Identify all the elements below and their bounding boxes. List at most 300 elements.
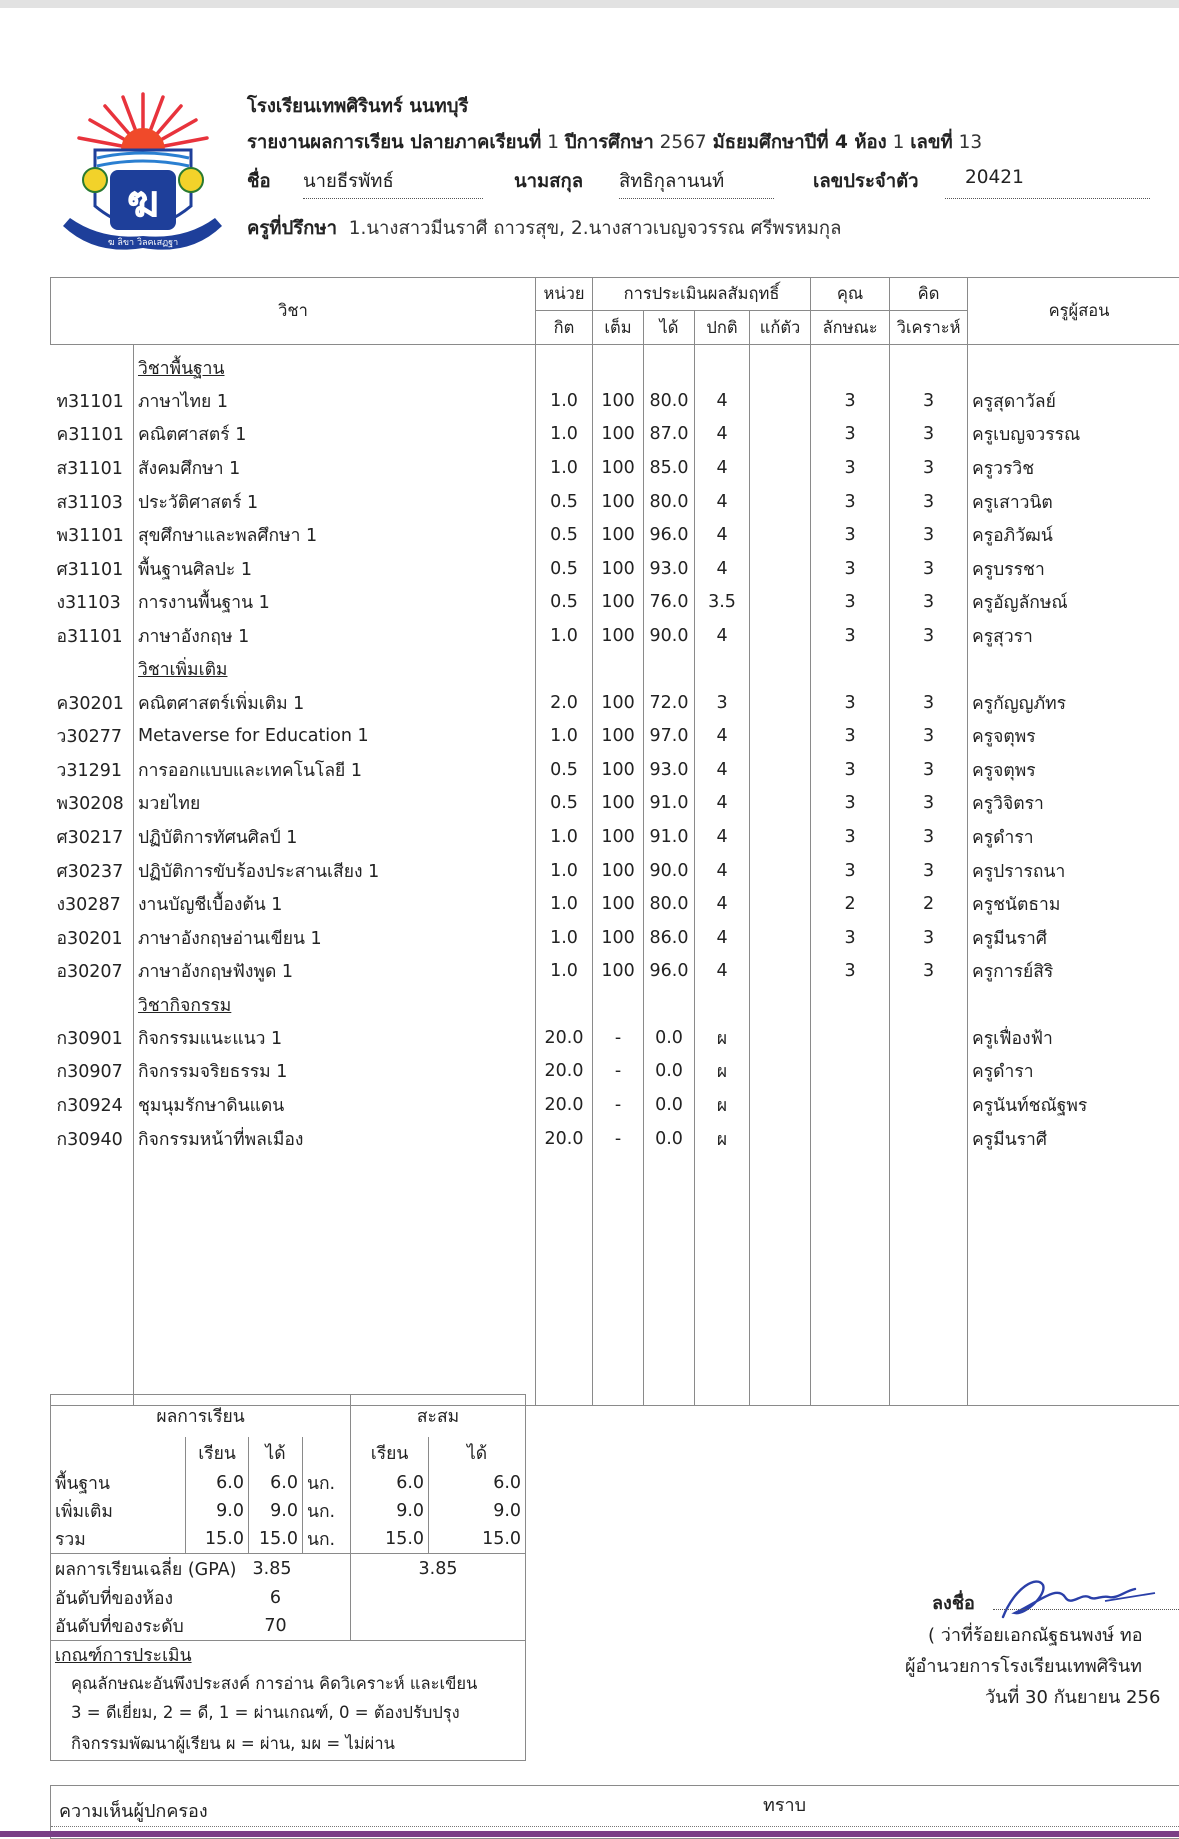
subject-normal: 4 bbox=[695, 619, 750, 653]
subject-row bbox=[51, 1088, 1179, 1122]
subject-got: 86.0 bbox=[644, 921, 695, 955]
subject-name: สุขศึกษาและพลศึกษา 1 bbox=[134, 518, 536, 552]
subject-teacher: ครูเฟื่องฟ้า bbox=[968, 1021, 1179, 1055]
subject-character: 3 bbox=[811, 921, 890, 955]
subject-fix bbox=[750, 586, 811, 620]
summary-label: รวม bbox=[51, 1525, 186, 1554]
subject-row bbox=[51, 753, 1179, 787]
subject-teacher: ครูเสาวนิต bbox=[968, 485, 1179, 519]
subject-name: ปฏิบัติการทัศนศิลป์ 1 bbox=[134, 820, 536, 854]
subject-credit: 1.0 bbox=[536, 384, 593, 418]
subject-thinking: 3 bbox=[890, 418, 968, 452]
subject-thinking: 3 bbox=[890, 619, 968, 653]
subject-character bbox=[811, 1088, 890, 1122]
subject-credit: 20.0 bbox=[536, 1021, 593, 1055]
subject-name: ภาษาอังกฤษฟังพูด 1 bbox=[134, 955, 536, 989]
subject-character: 3 bbox=[811, 719, 890, 753]
subject-code: ก30901 bbox=[51, 1021, 134, 1055]
subject-got: 72.0 bbox=[644, 686, 695, 720]
subject-name: สังคมศึกษา 1 bbox=[134, 451, 536, 485]
subject-code: ก30940 bbox=[51, 1122, 134, 1156]
summary-got: 6.0 bbox=[249, 1469, 303, 1497]
subject-thinking: 3 bbox=[890, 719, 968, 753]
subject-full: 100 bbox=[593, 887, 644, 921]
header-normal: ปกติ bbox=[695, 311, 750, 345]
subject-got: 85.0 bbox=[644, 451, 695, 485]
summary-study: 6.0 bbox=[186, 1469, 249, 1497]
subject-fix bbox=[750, 451, 811, 485]
signer-name: ( ว่าที่ร้อยเอกณัฐธนพงษ์ ทอ bbox=[928, 1620, 1143, 1649]
subject-row bbox=[51, 518, 1179, 552]
header-subject: วิชา bbox=[51, 278, 536, 345]
subject-thinking: 3 bbox=[890, 586, 968, 620]
surname-dotted-line bbox=[619, 198, 774, 199]
subject-name: ประวัติศาสตร์ 1 bbox=[134, 485, 536, 519]
principal-signature bbox=[985, 1567, 1179, 1627]
subject-credit: 1.0 bbox=[536, 820, 593, 854]
subject-name: Metaverse for Education 1 bbox=[134, 719, 536, 753]
id-dotted-line bbox=[945, 198, 1150, 199]
name-dotted-line bbox=[303, 198, 483, 199]
subject-code: พ30208 bbox=[51, 787, 134, 821]
subject-credit: 1.0 bbox=[536, 887, 593, 921]
section-title: วิชาเพิ่มเติม bbox=[134, 653, 536, 686]
subject-normal: 4 bbox=[695, 921, 750, 955]
subject-character: 3 bbox=[811, 518, 890, 552]
summary-label: พื้นฐาน bbox=[51, 1469, 186, 1497]
subject-thinking: 3 bbox=[890, 451, 968, 485]
subject-full: 100 bbox=[593, 384, 644, 418]
header-evaluation: การประเมินผลสัมฤทธิ์ bbox=[593, 278, 811, 311]
subject-code: ง30287 bbox=[51, 887, 134, 921]
subject-name: การออกแบบและเทคโนโลยี 1 bbox=[134, 753, 536, 787]
signer-position: ผู้อำนวยการโรงเรียนเทพศิรินท bbox=[905, 1651, 1142, 1680]
subject-code: ก30907 bbox=[51, 1055, 134, 1089]
summary-accum-label: สะสม bbox=[351, 1395, 526, 1438]
rank-level-label: อันดับที่ของระดับ bbox=[51, 1612, 249, 1641]
subject-character: 3 bbox=[811, 753, 890, 787]
subject-code: ว31291 bbox=[51, 753, 134, 787]
summary-acc-got: 6.0 bbox=[429, 1469, 526, 1497]
summary-acc-got-header: ได้ bbox=[429, 1437, 526, 1469]
subject-teacher: ครูสุวรา bbox=[968, 619, 1179, 653]
sign-label: ลงชื่อ bbox=[932, 1588, 975, 1617]
subject-row bbox=[51, 1122, 1179, 1156]
subject-credit: 1.0 bbox=[536, 418, 593, 452]
subject-credit: 0.5 bbox=[536, 787, 593, 821]
sign-date: วันที่ 30 กันยายน 256 bbox=[985, 1682, 1160, 1711]
subject-thinking: 3 bbox=[890, 518, 968, 552]
subject-code: ท31101 bbox=[51, 384, 134, 418]
subject-normal: 4 bbox=[695, 552, 750, 586]
subject-fix bbox=[750, 1088, 811, 1122]
subject-name: ภาษาไทย 1 bbox=[134, 384, 536, 418]
subject-row bbox=[51, 921, 1179, 955]
subject-got: 93.0 bbox=[644, 753, 695, 787]
subject-got: 96.0 bbox=[644, 518, 695, 552]
subject-thinking: 3 bbox=[890, 955, 968, 989]
subject-row bbox=[51, 686, 1179, 720]
subject-fix bbox=[750, 1055, 811, 1089]
header-character-bottom: ลักษณะ bbox=[811, 311, 890, 345]
subject-fix bbox=[750, 854, 811, 888]
summary-acc-got: 9.0 bbox=[429, 1497, 526, 1525]
subject-got: 0.0 bbox=[644, 1055, 695, 1089]
subject-name: ภาษาอังกฤษ 1 bbox=[134, 619, 536, 653]
subject-row bbox=[51, 418, 1179, 452]
subject-name: ปฏิบัติการขับร้องประสานเสียง 1 bbox=[134, 854, 536, 888]
subject-name: งานบัญชีเบื้องต้น 1 bbox=[134, 887, 536, 921]
subject-teacher: ครูการย์สิริ bbox=[968, 955, 1179, 989]
subject-full: 100 bbox=[593, 787, 644, 821]
svg-text:ฆ: ฆ bbox=[127, 176, 160, 227]
subject-full: - bbox=[593, 1055, 644, 1089]
subject-row bbox=[51, 887, 1179, 921]
subject-teacher: ครูบรรชา bbox=[968, 552, 1179, 586]
subject-thinking bbox=[890, 1122, 968, 1156]
subject-teacher: ครูสุดาวัลย์ bbox=[968, 384, 1179, 418]
subject-full: 100 bbox=[593, 586, 644, 620]
top-border bbox=[0, 0, 1179, 8]
subject-teacher: ครูมีนราศี bbox=[968, 921, 1179, 955]
subject-code: ส31103 bbox=[51, 485, 134, 519]
subject-got: 80.0 bbox=[644, 485, 695, 519]
subject-full: 100 bbox=[593, 619, 644, 653]
summary-got: 9.0 bbox=[249, 1497, 303, 1525]
bottom-border bbox=[0, 1831, 1179, 1837]
subject-name: ภาษาอังกฤษอ่านเขียน 1 bbox=[134, 921, 536, 955]
summary-acc-study: 15.0 bbox=[351, 1525, 429, 1554]
subject-credit: 1.0 bbox=[536, 854, 593, 888]
subject-code: อ31101 bbox=[51, 619, 134, 653]
subject-thinking: 3 bbox=[890, 686, 968, 720]
subject-full: 100 bbox=[593, 719, 644, 753]
subject-character: 3 bbox=[811, 552, 890, 586]
subject-normal: 4 bbox=[695, 887, 750, 921]
subject-code: อ30207 bbox=[51, 955, 134, 989]
subject-row bbox=[51, 384, 1179, 418]
header-thinking-bottom: วิเคราะห์ bbox=[890, 311, 968, 345]
subject-character: 3 bbox=[811, 854, 890, 888]
parent-acknowledged: ทราบ bbox=[763, 1790, 806, 1819]
criteria-line-3: กิจกรรมพัฒนาผู้เรียน ผ = ผ่าน, มผ = ไม่ผ่าน bbox=[51, 1727, 526, 1761]
subject-code: ว30277 bbox=[51, 719, 134, 753]
subject-name: คณิตศาสตร์ 1 bbox=[134, 418, 536, 452]
subject-code: ศ30217 bbox=[51, 820, 134, 854]
subject-name: พื้นฐานศิลปะ 1 bbox=[134, 552, 536, 586]
subject-teacher: ครูอัญลักษณ์ bbox=[968, 586, 1179, 620]
summary-row bbox=[51, 1469, 526, 1497]
subject-normal: 4 bbox=[695, 418, 750, 452]
subject-thinking: 3 bbox=[890, 753, 968, 787]
subject-code: พ31101 bbox=[51, 518, 134, 552]
subject-normal: 4 bbox=[695, 854, 750, 888]
subject-got: 93.0 bbox=[644, 552, 695, 586]
subject-got: 90.0 bbox=[644, 854, 695, 888]
subject-name: กิจกรรมหน้าที่พลเมือง bbox=[134, 1122, 536, 1156]
subject-row bbox=[51, 552, 1179, 586]
subject-credit: 20.0 bbox=[536, 1088, 593, 1122]
subject-character: 3 bbox=[811, 955, 890, 989]
subject-normal: ผ bbox=[695, 1088, 750, 1122]
school-logo bbox=[55, 88, 230, 260]
subject-got: 97.0 bbox=[644, 719, 695, 753]
subject-thinking: 3 bbox=[890, 552, 968, 586]
subject-got: 76.0 bbox=[644, 586, 695, 620]
subject-row bbox=[51, 955, 1179, 989]
subject-thinking: 2 bbox=[890, 887, 968, 921]
logo-motto: ฆ ลิขา วิลคเสฏฐา bbox=[108, 237, 178, 248]
header-thinking-top: คิด bbox=[890, 278, 968, 311]
subject-fix bbox=[750, 719, 811, 753]
subject-character: 3 bbox=[811, 451, 890, 485]
subject-credit: 0.5 bbox=[536, 485, 593, 519]
header-fix: แก้ตัว bbox=[750, 311, 811, 345]
subject-full: 100 bbox=[593, 753, 644, 787]
section-header-row bbox=[51, 653, 1179, 686]
rank-room-value: 6 bbox=[249, 1584, 303, 1612]
subject-teacher: ครูวิจิตรา bbox=[968, 787, 1179, 821]
subject-normal: 4 bbox=[695, 820, 750, 854]
section-title: วิชาพื้นฐาน bbox=[134, 345, 536, 385]
subject-full: 100 bbox=[593, 418, 644, 452]
subject-character: 3 bbox=[811, 418, 890, 452]
summary-got: 15.0 bbox=[249, 1525, 303, 1554]
surname-label: นามสกุล bbox=[514, 167, 583, 196]
summary-study: 15.0 bbox=[186, 1525, 249, 1554]
subject-fix bbox=[750, 619, 811, 653]
subject-credit: 1.0 bbox=[536, 619, 593, 653]
subject-normal: 3 bbox=[695, 686, 750, 720]
subject-teacher: ครูปรารถนา bbox=[968, 854, 1179, 888]
subject-character bbox=[811, 1122, 890, 1156]
subject-name: ชุมนุมรักษาดินแดน bbox=[134, 1088, 536, 1122]
summary-acc-study: 6.0 bbox=[351, 1469, 429, 1497]
header-teacher: ครูผู้สอน bbox=[968, 278, 1179, 345]
subject-code: ก30924 bbox=[51, 1088, 134, 1122]
summary-study: 9.0 bbox=[186, 1497, 249, 1525]
subject-fix bbox=[750, 418, 811, 452]
subject-full: 100 bbox=[593, 485, 644, 519]
rank-room-label: อันดับที่ของห้อง bbox=[51, 1584, 249, 1612]
student-surname: สิทธิกุลานนท์ bbox=[619, 167, 724, 196]
subject-teacher: ครูชนัตธาม bbox=[968, 887, 1179, 921]
subject-code: ศ30237 bbox=[51, 854, 134, 888]
header-credit-bottom: กิต bbox=[536, 311, 593, 345]
subject-code: ศ31101 bbox=[51, 552, 134, 586]
subject-row bbox=[51, 485, 1179, 519]
subject-fix bbox=[750, 887, 811, 921]
subject-got: 0.0 bbox=[644, 1021, 695, 1055]
subject-name: กิจกรรมแนะแนว 1 bbox=[134, 1021, 536, 1055]
subject-thinking bbox=[890, 1088, 968, 1122]
subject-got: 96.0 bbox=[644, 955, 695, 989]
advisor-line: ครูที่ปรึกษา 1.นางสาวมีนราศี ถาวรสุข, 2.นางสาวเบญจวรรณ ศรีพรหมกุล bbox=[247, 214, 841, 243]
subject-teacher: ครูจตุพร bbox=[968, 719, 1179, 753]
summary-study-header: เรียน bbox=[186, 1437, 249, 1469]
header-full: เต็ม bbox=[593, 311, 644, 345]
subject-character: 3 bbox=[811, 384, 890, 418]
subject-fix bbox=[750, 921, 811, 955]
subject-teacher: ครูกัญญภัทร bbox=[968, 686, 1179, 720]
subject-character: 3 bbox=[811, 485, 890, 519]
section-header-row bbox=[51, 345, 1179, 385]
report-title: รายงานผลการเรียน ปลายภาคเรียนที่ 1 ปีการศึกษา 2567 มัธยมศึกษาปีที่ 4 ห้อง 1 เลขที่ 13 bbox=[247, 128, 982, 157]
subject-code: ค30201 bbox=[51, 686, 134, 720]
subject-credit: 0.5 bbox=[536, 753, 593, 787]
subject-thinking bbox=[890, 1021, 968, 1055]
summary-label: เพิ่มเติม bbox=[51, 1497, 186, 1525]
subject-fix bbox=[750, 485, 811, 519]
subject-thinking bbox=[890, 1055, 968, 1089]
subject-normal: 4 bbox=[695, 518, 750, 552]
subject-character bbox=[811, 1055, 890, 1089]
header-got: ได้ bbox=[644, 311, 695, 345]
summary-got-header: ได้ bbox=[249, 1437, 303, 1469]
subject-normal: 4 bbox=[695, 955, 750, 989]
summary-table bbox=[50, 1394, 526, 1761]
subject-normal: ผ bbox=[695, 1122, 750, 1156]
summary-row bbox=[51, 1497, 526, 1525]
signature-dotted-line bbox=[993, 1609, 1179, 1610]
subject-credit: 1.0 bbox=[536, 719, 593, 753]
summary-unit: นก. bbox=[303, 1525, 351, 1554]
subject-row bbox=[51, 586, 1179, 620]
subject-thinking: 3 bbox=[890, 921, 968, 955]
subject-got: 91.0 bbox=[644, 787, 695, 821]
header-credit-top: หน่วย bbox=[536, 278, 593, 311]
subject-teacher: ครูดำรา bbox=[968, 1055, 1179, 1089]
subject-character: 2 bbox=[811, 887, 890, 921]
subject-normal: ผ bbox=[695, 1055, 750, 1089]
summary-unit: นก. bbox=[303, 1469, 351, 1497]
grade-table bbox=[50, 277, 1179, 1406]
summary-acc-got: 15.0 bbox=[429, 1525, 526, 1554]
subject-name: คณิตศาสตร์เพิ่มเติม 1 bbox=[134, 686, 536, 720]
subject-code: อ30201 bbox=[51, 921, 134, 955]
subject-credit: 1.0 bbox=[536, 955, 593, 989]
subject-full: - bbox=[593, 1021, 644, 1055]
table-empty-space bbox=[51, 1155, 1179, 1406]
student-id: 20421 bbox=[965, 167, 1024, 188]
criteria-title: เกณฑ์การประเมิน bbox=[51, 1641, 526, 1670]
subject-full: 100 bbox=[593, 921, 644, 955]
subject-normal: 4 bbox=[695, 787, 750, 821]
subject-credit: 0.5 bbox=[536, 552, 593, 586]
subject-fix bbox=[750, 1122, 811, 1156]
subject-credit: 2.0 bbox=[536, 686, 593, 720]
subject-full: - bbox=[593, 1088, 644, 1122]
section-title: วิชากิจกรรม bbox=[134, 988, 536, 1021]
subject-fix bbox=[750, 955, 811, 989]
subject-code: ค31101 bbox=[51, 418, 134, 452]
subject-teacher: ครูจตุพร bbox=[968, 753, 1179, 787]
subject-got: 90.0 bbox=[644, 619, 695, 653]
gpa-value: 3.85 bbox=[249, 1554, 303, 1585]
subject-normal: 4 bbox=[695, 753, 750, 787]
subject-got: 80.0 bbox=[644, 887, 695, 921]
subject-character: 3 bbox=[811, 586, 890, 620]
subject-full: - bbox=[593, 1122, 644, 1156]
summary-acc-study-header: เรียน bbox=[351, 1437, 429, 1469]
subject-fix bbox=[750, 384, 811, 418]
subject-code: ส31101 bbox=[51, 451, 134, 485]
subject-normal: 4 bbox=[695, 485, 750, 519]
subject-credit: 0.5 bbox=[536, 586, 593, 620]
student-name-label: ชื่อ bbox=[247, 167, 271, 196]
subject-character: 3 bbox=[811, 619, 890, 653]
subject-got: 87.0 bbox=[644, 418, 695, 452]
subject-character: 3 bbox=[811, 820, 890, 854]
subject-teacher: ครูนันท์ชณัฐพร bbox=[968, 1088, 1179, 1122]
subject-row bbox=[51, 1021, 1179, 1055]
subject-credit: 20.0 bbox=[536, 1055, 593, 1089]
subject-name: การงานพื้นฐาน 1 bbox=[134, 586, 536, 620]
subject-name: มวยไทย bbox=[134, 787, 536, 821]
subject-teacher: ครูอภิวัฒน์ bbox=[968, 518, 1179, 552]
summary-unit: นก. bbox=[303, 1497, 351, 1525]
subject-thinking: 3 bbox=[890, 485, 968, 519]
subject-row bbox=[51, 619, 1179, 653]
subject-credit: 0.5 bbox=[536, 518, 593, 552]
subject-character bbox=[811, 1021, 890, 1055]
subject-fix bbox=[750, 820, 811, 854]
section-header-row bbox=[51, 988, 1179, 1021]
subject-fix bbox=[750, 1021, 811, 1055]
subject-row bbox=[51, 1055, 1179, 1089]
rank-level-value: 70 bbox=[249, 1612, 303, 1641]
summary-result-label: ผลการเรียน bbox=[51, 1395, 351, 1438]
student-name: นายธีรพัทธ์ bbox=[303, 167, 394, 196]
subject-full: 100 bbox=[593, 552, 644, 586]
subject-fix bbox=[750, 686, 811, 720]
subject-fix bbox=[750, 753, 811, 787]
header-character-top: คุณ bbox=[811, 278, 890, 311]
subject-full: 100 bbox=[593, 955, 644, 989]
subject-code: ง31103 bbox=[51, 586, 134, 620]
subject-got: 91.0 bbox=[644, 820, 695, 854]
summary-row bbox=[51, 1525, 526, 1554]
criteria-line-1: คุณลักษณะอันพึงประสงค์ การอ่าน คิดวิเคราะห์ และเขียน bbox=[51, 1669, 526, 1698]
subject-normal: ผ bbox=[695, 1021, 750, 1055]
subject-thinking: 3 bbox=[890, 854, 968, 888]
subject-got: 80.0 bbox=[644, 384, 695, 418]
subject-name: กิจกรรมจริยธรรม 1 bbox=[134, 1055, 536, 1089]
subject-row bbox=[51, 820, 1179, 854]
subject-thinking: 3 bbox=[890, 787, 968, 821]
gpa-label: ผลการเรียนเฉลี่ย (GPA) bbox=[51, 1554, 249, 1585]
subject-row bbox=[51, 451, 1179, 485]
subject-row bbox=[51, 719, 1179, 753]
student-id-label: เลขประจำตัว bbox=[813, 167, 919, 196]
subject-got: 0.0 bbox=[644, 1122, 695, 1156]
subject-character: 3 bbox=[811, 787, 890, 821]
subject-row bbox=[51, 787, 1179, 821]
gpa-accum-value: 3.85 bbox=[351, 1554, 526, 1585]
subject-normal: 4 bbox=[695, 451, 750, 485]
subject-normal: 4 bbox=[695, 719, 750, 753]
subject-thinking: 3 bbox=[890, 820, 968, 854]
subject-full: 100 bbox=[593, 820, 644, 854]
subject-teacher: ครูมีนราศี bbox=[968, 1122, 1179, 1156]
subject-normal: 4 bbox=[695, 384, 750, 418]
subject-full: 100 bbox=[593, 451, 644, 485]
subject-credit: 20.0 bbox=[536, 1122, 593, 1156]
parent-dotted-line bbox=[51, 1826, 1179, 1827]
subject-got: 0.0 bbox=[644, 1088, 695, 1122]
subject-full: 100 bbox=[593, 854, 644, 888]
subject-credit: 1.0 bbox=[536, 921, 593, 955]
